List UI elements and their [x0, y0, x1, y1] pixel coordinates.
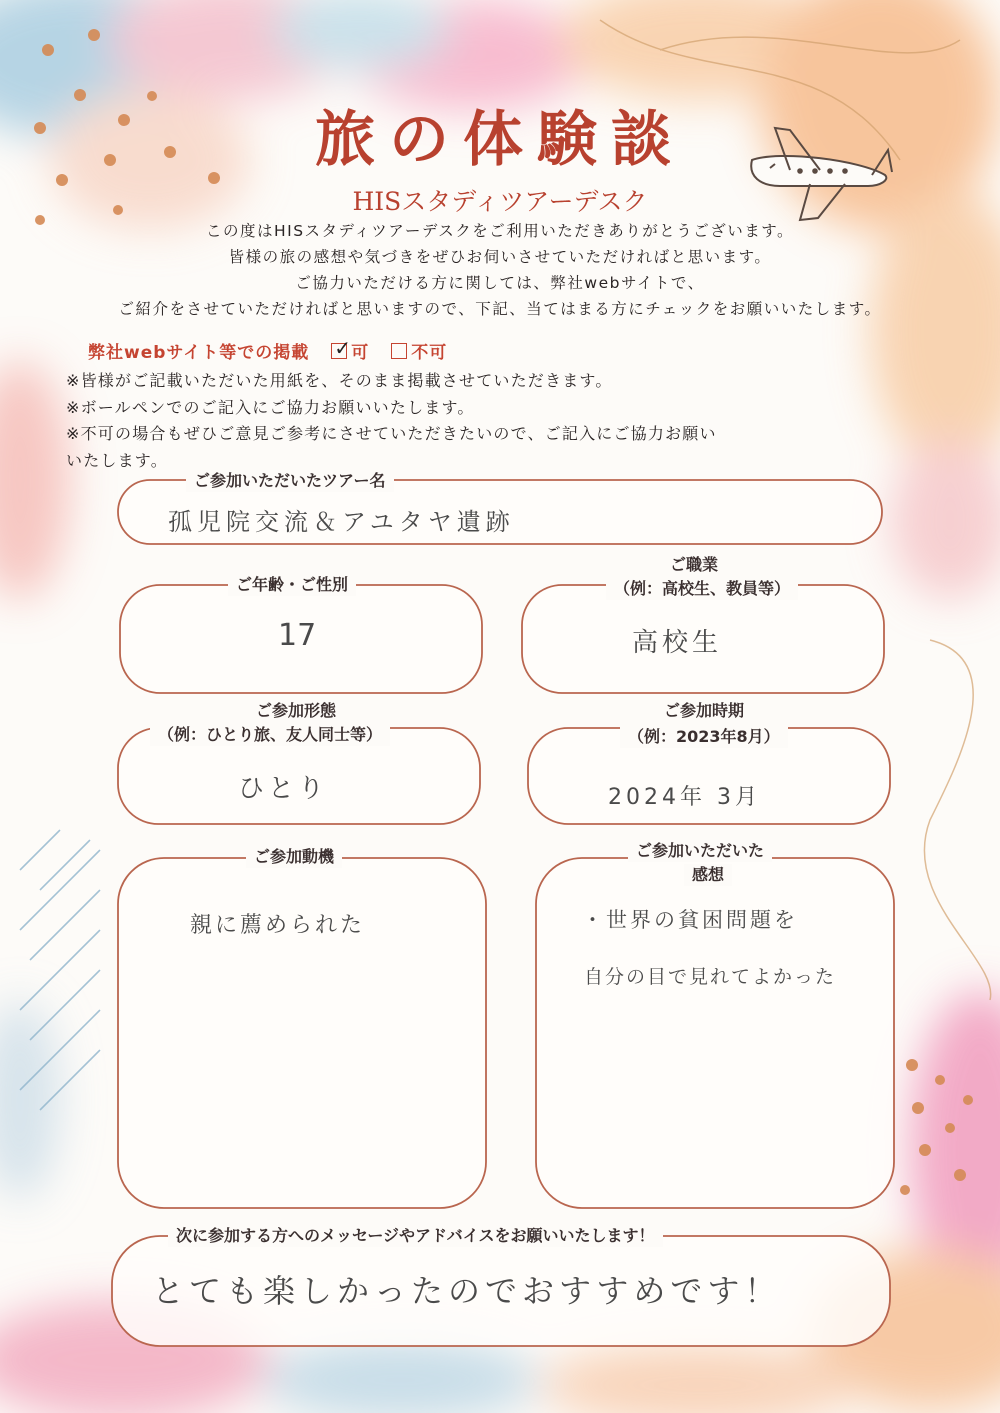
age-gender-value[interactable]: 17: [278, 618, 317, 653]
participation-form-label: ご参加形態: [248, 700, 344, 722]
note-line: ※皆様がご記載いただいた用紙を、そのまま掲載させていただきます。: [66, 371, 613, 390]
intro-text: [20, 218, 980, 322]
message-value[interactable]: とても楽しかったのでおすすめです！: [152, 1272, 782, 1310]
page-subtitle: HISスタディツアーデスク: [352, 187, 648, 216]
occupation-label: ご職業: [660, 554, 728, 576]
consent-option-no[interactable]: [391, 338, 447, 363]
consent-yes-label: 可: [351, 343, 370, 363]
impressions-label-2: 感想: [684, 864, 732, 886]
consent-row: [88, 335, 448, 363]
tour-name-value[interactable]: 孤児院交流＆アユタヤ遺跡: [168, 508, 515, 536]
occupation-value[interactable]: 高校生: [632, 628, 723, 658]
consent-yes-checkbox[interactable]: [331, 335, 352, 360]
impressions-label: ご参加いただいた: [628, 840, 772, 862]
age-gender-label: ご年齢・ご性別: [228, 574, 356, 596]
participation-date-value[interactable]: 2024年 3月: [608, 785, 761, 810]
impressions-value-line1[interactable]: ・世界の貧困問題を: [582, 908, 798, 932]
page-title: 旅の体験談: [315, 105, 685, 175]
intro-line: ご協力いただける方に関しては、弊社webサイトで、: [295, 274, 705, 292]
note-line: いたします。: [66, 450, 168, 470]
notes-text: [66, 368, 926, 474]
intro-line: ご紹介をさせていただければと思いますので、下記、当てはまる方にチェックをお願いいたします。: [118, 300, 882, 318]
consent-no-checkbox[interactable]: [391, 343, 407, 359]
motivation-value[interactable]: 親に薦められた: [190, 913, 366, 938]
participation-date-hint: （例：2023年8月）: [620, 726, 788, 748]
note-line: ※不可の場合もぜひご意見ご参考にさせていただきたいので、ご記入にご協力お願い: [66, 424, 717, 443]
participation-date-label: ご参加時期: [656, 700, 752, 722]
note-line: ※ボールペンでのご記入にご協力お願いいたします。: [66, 397, 475, 417]
occupation-hint: （例：高校生、教員等）: [606, 578, 798, 600]
consent-label: 弊社webサイト等での掲載: [88, 343, 310, 363]
tour-name-label: ご参加いただいたツアー名: [186, 470, 394, 492]
consent-no-label: 不可: [411, 343, 448, 363]
intro-line: この度はHISスタディツアーデスクをご利用いただきありがとうございます。: [205, 222, 794, 240]
participation-form-value[interactable]: ひとり: [238, 774, 329, 804]
impressions-value-line2[interactable]: 自分の目で見れてよかった: [584, 966, 837, 988]
message-label: 次に参加する方へのメッセージやアドバイスをお願いいたします！: [168, 1225, 663, 1247]
intro-line: 皆様の旅の感想や気づきをぜひお伺いさせていただければと思います。: [228, 248, 772, 266]
check-mark-icon: ✓: [334, 335, 352, 360]
motivation-label: ご参加動機: [246, 846, 342, 868]
participation-form-hint: （例：ひとり旅、友人同士等）: [150, 724, 390, 746]
consent-option-yes[interactable]: [331, 335, 370, 363]
